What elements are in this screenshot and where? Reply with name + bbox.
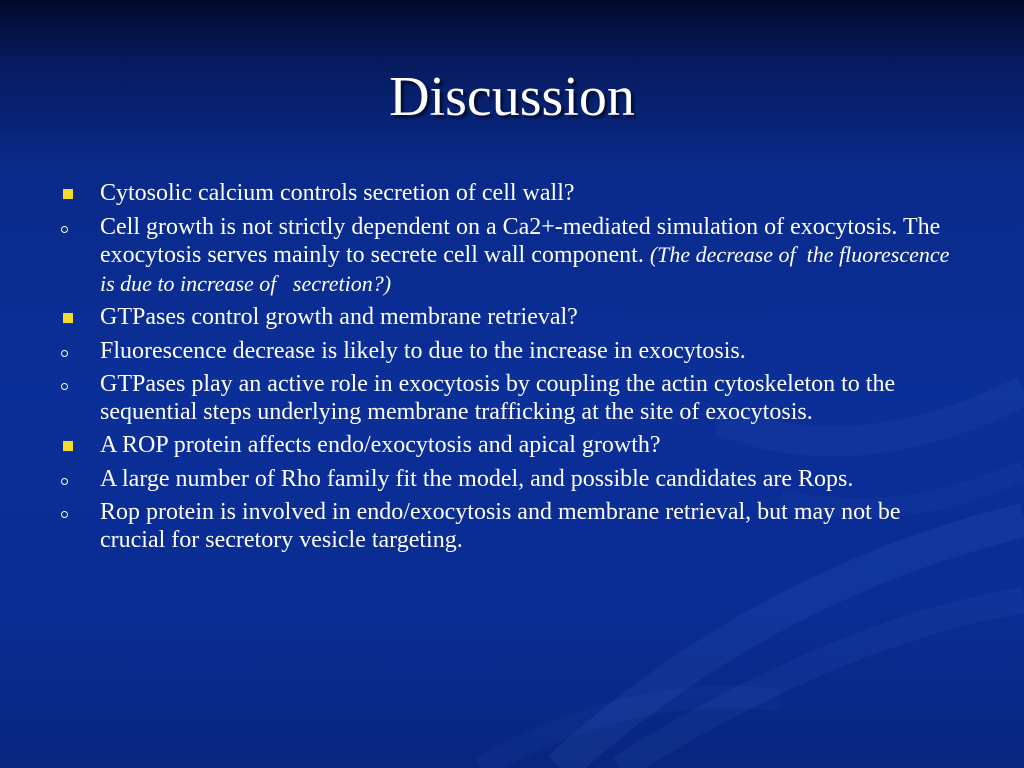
bullet-list	[58, 180, 958, 560]
bullet-emphasis-text: (The decrease of the fluorescence is due to increase of secretion?)	[100, 242, 955, 296]
sub-bullet-item	[58, 499, 958, 554]
bullet-item	[58, 432, 958, 460]
slide-title: Discussion	[389, 66, 635, 128]
bullet-item	[58, 304, 958, 332]
square-bullet-icon	[63, 189, 73, 199]
bullet-text: GTPases play an active role in exocytosis by coupling the actin cytoskeleton to the sequential steps underlying membrane trafficking at the site of exocytosis.	[100, 371, 896, 425]
sub-bullet-item	[58, 214, 958, 299]
square-bullet-icon	[63, 313, 73, 323]
bullet-text: Fluorescence decrease is likely to due to the increase in exocytosis.	[100, 337, 746, 364]
bullet-text: Cell growth is not strictly dependent on a Ca2+-mediated simulation of exocytosis. The exocytosis serves mainly to secrete cell wall component.	[100, 213, 941, 268]
circle-bullet-icon	[61, 511, 68, 518]
bullet-item	[58, 180, 958, 208]
circle-bullet-icon	[61, 383, 68, 390]
circle-bullet-icon	[61, 350, 68, 357]
bullet-text: Cytosolic calcium controls secretion of cell wall?	[100, 180, 575, 206]
circle-bullet-icon	[61, 478, 68, 485]
sub-bullet-item	[58, 338, 958, 366]
bullet-text: A large number of Rho family fit the model, and possible candidates are Rops.	[100, 465, 854, 492]
sub-bullet-item	[58, 371, 958, 426]
bullet-text: A ROP protein affects endo/exocytosis and apical growth?	[100, 432, 661, 458]
bullet-text: Rop protein is involved in endo/exocytosis and membrane retrieval, but may not be crucial for secretory vesicle targeting.	[100, 499, 901, 553]
circle-bullet-icon	[61, 226, 68, 233]
sub-bullet-item	[58, 466, 958, 494]
square-bullet-icon	[63, 441, 73, 451]
bullet-text: GTPases control growth and membrane retrieval?	[100, 304, 578, 330]
